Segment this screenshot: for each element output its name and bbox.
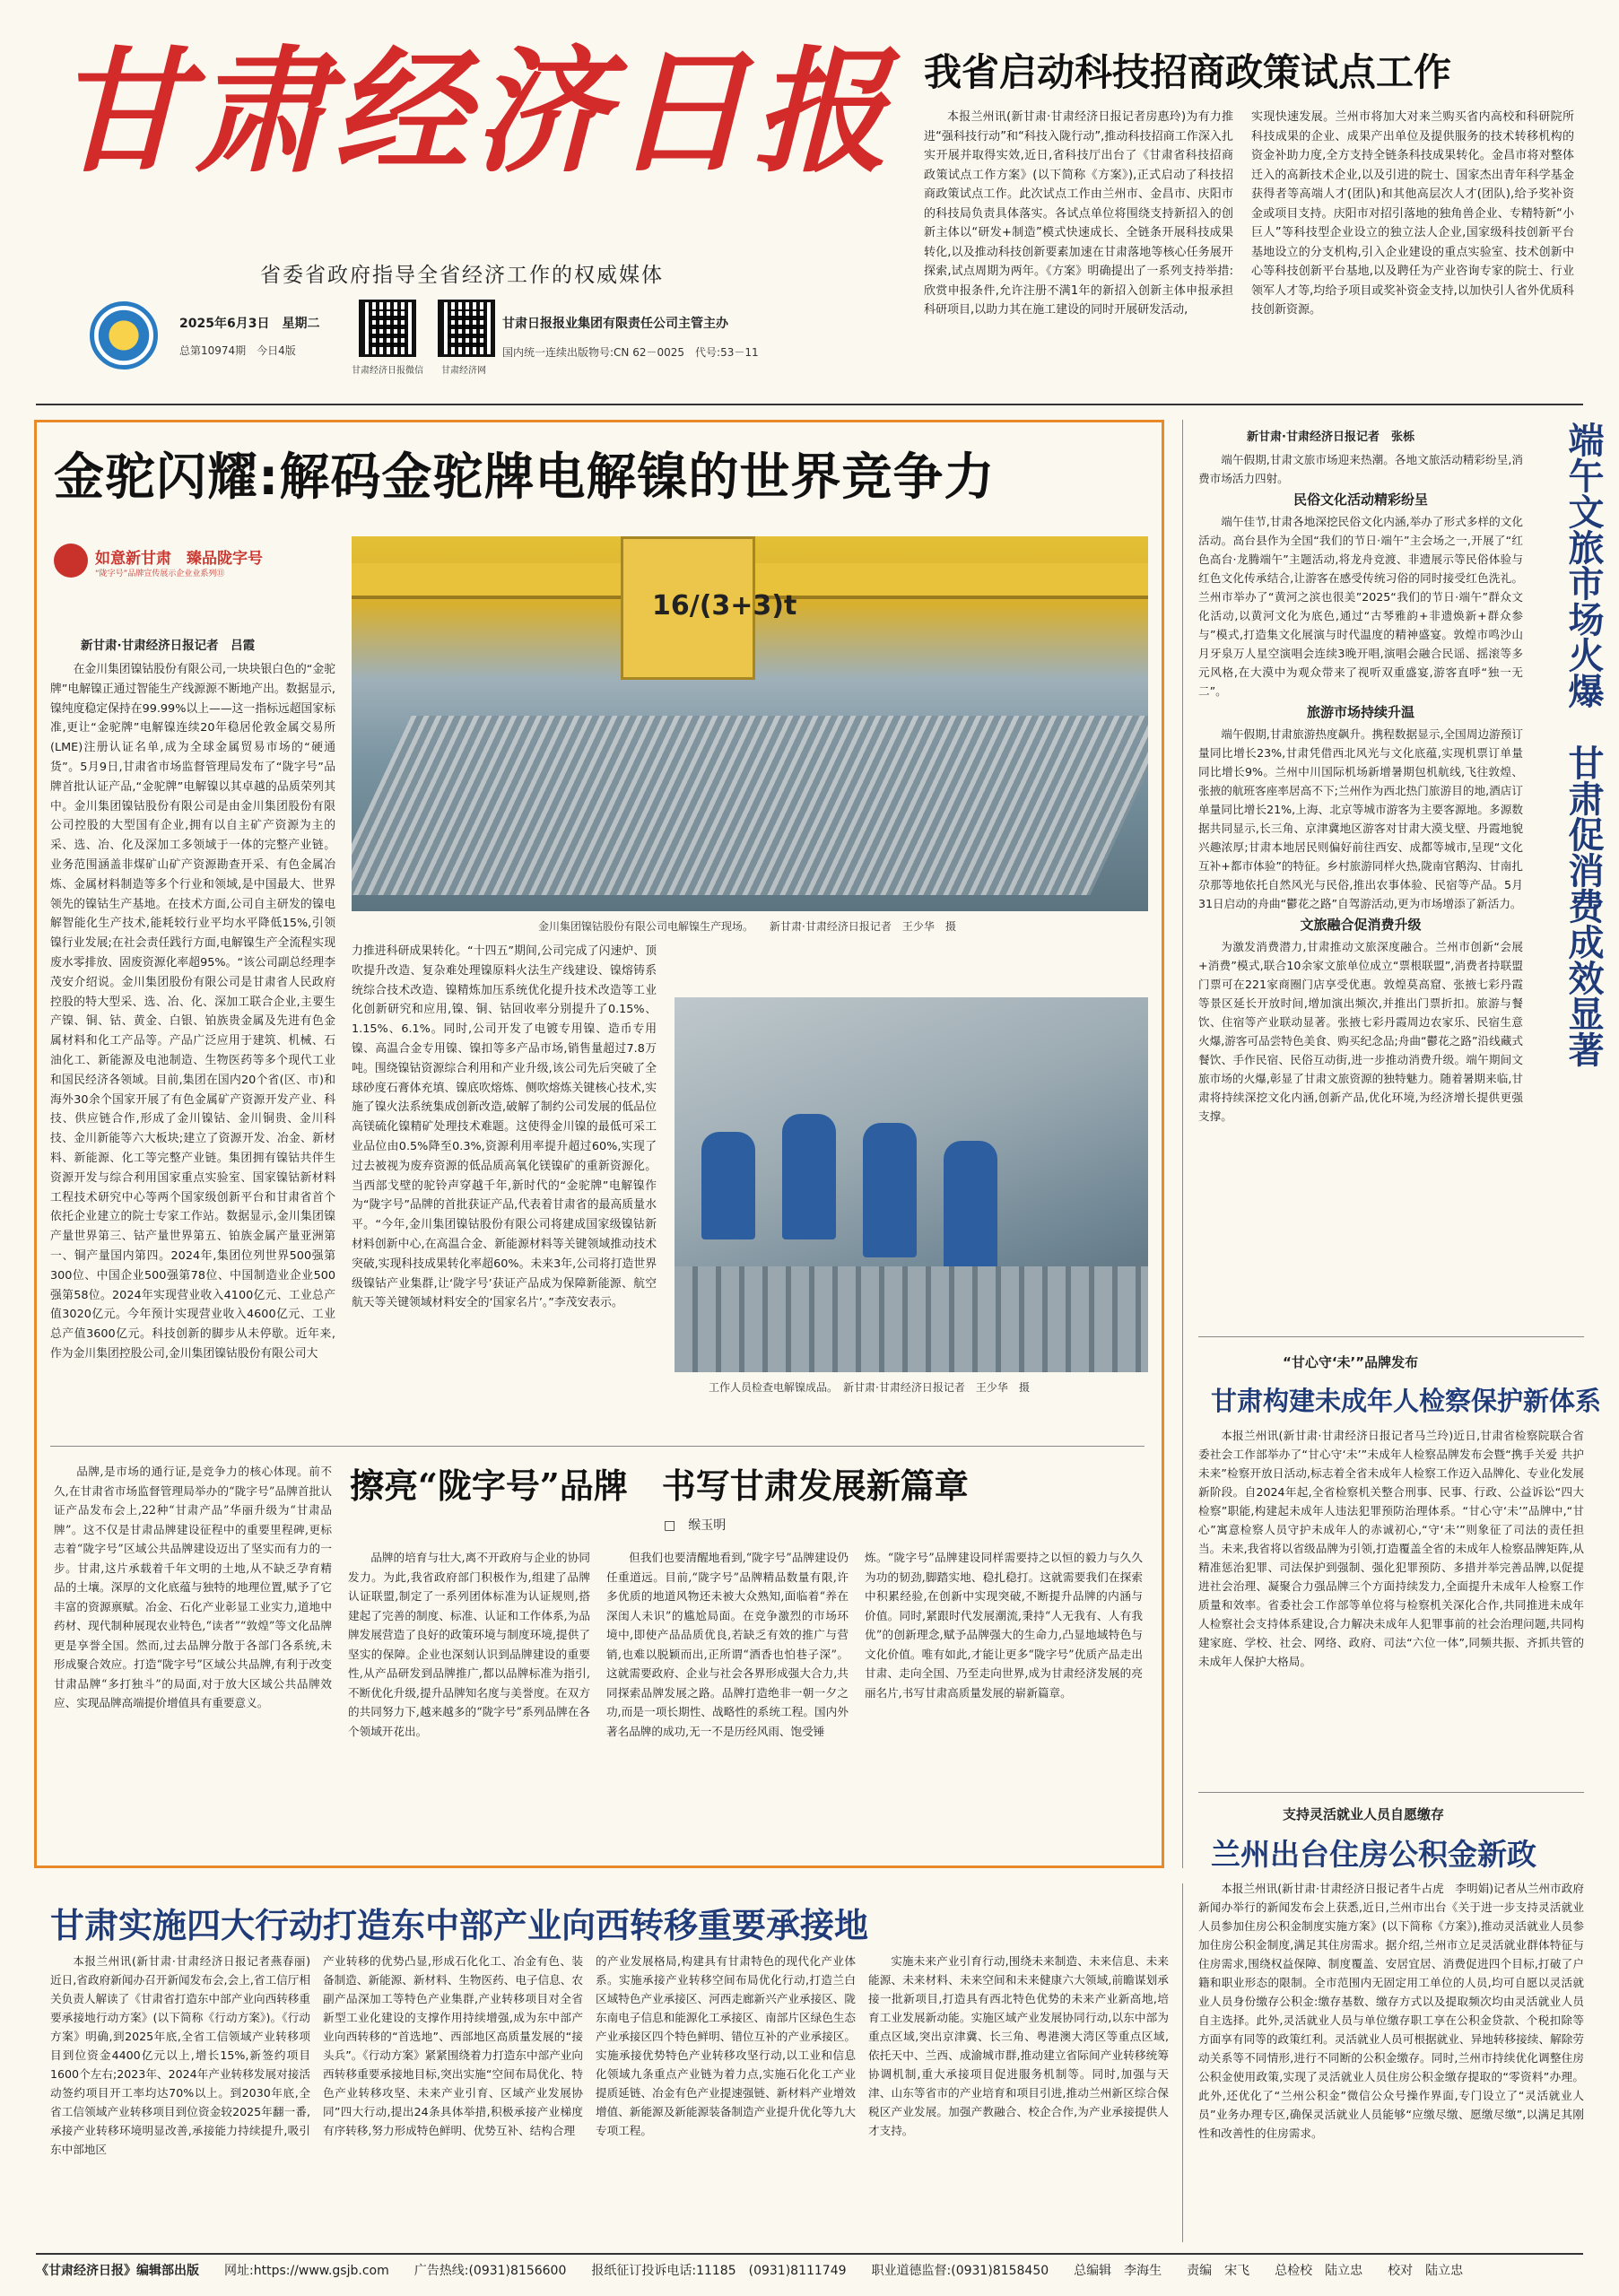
brand-tag-title: 如意新甘肃 臻品陇字号 <box>95 550 263 568</box>
sidebar-top-content <box>1198 450 1523 1126</box>
top-article-text-1: 本报兰州讯(新甘肃·甘肃经济日报记者房惠玲)为有力推进“强科技行动”和“科技入陇行动”,推动科技招商工作深入扎实开展并取得实效,近日,省科技厅出台了《甘肃省科技招商政策试点工作方案》(以下简称《方案》),正式启动了科技招商政策试点工作。此次试点工作由兰州市、金昌市、庆阳市的科技局负责具体落实。各试点单位将围绕支持新招入的创新主体以“研发+制造”模式快速成长、全链条开展科技成果转化,以及推动科技创新要素加速在甘肃落地等核心任务展开探索,试点周期为两年。《方案》明确提出了一系列支持举措:欣赏申报条件,允许注册不满1年的新招入创新主体申报承担科研项目,以助力其在施工建设的同时开展研发活动, <box>924 110 1233 317</box>
footer-website-link[interactable]: 网址:https://www.gsjb.com <box>224 2264 389 2278</box>
sidebar-top-intro: 端午假期,甘肃文旅市场迎来热潮。各地文旅活动精彩纷呈,消费市场活力四射。 <box>1198 453 1523 485</box>
footer-subscription-phone: 报纸征订投诉电话:11185 (0931)8111749 <box>591 2264 847 2278</box>
sidebar-top-para-2: 端午假期,甘肃旅游热度飙升。携程数据显示,全国周边游预订量同比增长23%,甘肃凭借西北风光与文化底蕴,实现机票订单量同比增长9%。兰州中川国际机场新增暑期包机航线,飞往敦煌、张掖的航班客座率居高不下;兰州作为西北热门旅游目的地,酒店订单量同比增长21%,上海、北京等城市游客为主要客源地。多源数据共同显示,长三角、京津冀地区游客对甘肃大漠戈壁、丹霞地貌兴趣浓厚;甘肃本地居民则偏好前往西安、成都等城市,呈现“文化互补+都市体验”的特征。乡村旅游同样火热,陇南官鹅沟、甘南扎尕那等地依托自然风光与民俗,推出农事体验、民宿等产品。5月31日启动的舟曲“鬱花之路”自驾游活动,更为市场增添了新活力。 <box>1198 727 1523 910</box>
footer-editor: 责编 宋飞 <box>1187 2264 1250 2278</box>
commentary-text-3: 但我们也要清醒地看到,“陇字号”品牌建设仍任重道远。目前,“陇字号”品牌精品数量有限,许多优质的地道风物还未被大众熟知,面临着“养在深闺人未识”的尴尬局面。在竞争激烈的市场环境中,即使产品品质优良,若缺乏有效的推广与营销,也难以脱颖而出,正所谓“酒香也怕巷子深”。这就需要政府、企业与社会各界形成强大合力,共同探索品牌发展之路。品牌打造绝非一朝一夕之功,而是一项长期性、战略性的系统工程。国内外著名品牌的成功,无一不是历经风雨、饱受锤 <box>606 1551 849 1738</box>
sidebar-bottom-content <box>1198 1879 1584 2247</box>
newspaper-slogan: 省委省政府指导全省经济工作的权威媒体 <box>260 264 664 287</box>
bottom-article-text-1: 本报兰州讯(新甘肃·甘肃经济日报记者燕春丽)近日,省政府新闻办召开新闻发布会,会上,省工信厅相关负责人解读了《甘肃省打造东中部产业向西转移重要承接地行动方案》(以下简称《行动方案》)。《行动方案》明确,到2025年底,全省工信领域产业转移项目到位资金4400亿元以上,增长15%,新签约项目1600个左右;2023年、2024年产业转移发展对接活动签约项目开工率均达70%以上。到2030年底,全省工信领域产业转移项目到位资金较2025年翻一番,承接产业转移环境明显改善,承接能力持续提升,吸引东中部地区 <box>50 1954 310 2156</box>
masthead <box>54 27 894 287</box>
bottom-article-col1 <box>50 1952 310 2248</box>
top-article-col1 <box>924 108 1233 368</box>
sidebar-bottom-divider <box>1198 1792 1584 1793</box>
footer-proofreader: 校对 陆立忠 <box>1388 2264 1464 2278</box>
commentary-text-1: 品牌,是市场的通行证,是竞争力的核心体现。前不久,在甘肃省市场监督管理局举办的“陇字号”品牌首批认证产品发布会上,22种“甘肃产品”华丽升级为“甘肃品牌”。这不仅是甘肃品牌建设征程中的重要里程碑,更标志着“陇字号”区域公共品牌建设迈出了坚实而有力的一步。甘肃,这片承载着千年文明的土地,从不缺乏孕育精品的土壤。深厚的文化底蕴与独特的地理位置,赋予了它丰富的资源禀赋。冶金、石化产业彰显工业实力,道地中药材、现代制种展现农业特色,“读者”“敦煌”等文化品牌更是享誉全国。然而,过去品牌分散于各部门各系统,未形成聚合效应。打造“陇字号”区域公共品牌,有利于改变甘肃品牌“多打独斗”的局面,对于放大区域公共品牌效应、实现品牌高端提价增值具有重要意义。 <box>54 1465 332 1709</box>
qr2-label: 甘肃经济网 <box>441 366 486 376</box>
cn-number: 国内统一连续出版物号:CN 62－0025 代号:53－11 <box>502 346 759 359</box>
bottom-sidebar-divider <box>1182 1883 1183 2242</box>
sidebar-mid-divider <box>1198 1336 1584 1337</box>
website-qr-code-icon[interactable] <box>438 300 495 357</box>
sidebar-top-byline: 新甘肃·甘肃经济日报记者 张栎 <box>1247 430 1414 444</box>
commentary-col2 <box>348 1548 590 1857</box>
electrolytic-nickel-workshop-photo <box>352 536 1148 911</box>
sidebar-top-para-3: 为激发消费潜力,甘肃推动文旅深度融合。兰州市创新“会展+消费”模式,联合10余家文旅单位成立“票根联盟”,消费者持联盟门票可在221家商圈门店享受优惠。敦煌莫高窟、张掖七彩丹霞等景区延长开放时间,增加演出频次,并推出门票折扣。旅游与餐饮、住宿等产业联动显著。张掖七彩丹霞周边农家乐、民宿生意火爆,游客可品尝特色美食、购买纪念品;舟曲“鬱花之路”沿线藏式餐饮、手作民宿、民俗互动街,进一步推动消费升级。端午期间文旅市场的火爆,彰显了甘肃文旅资源的独特魅力。随着暑期来临,甘肃将持续深挖文化内涵,创新产品,优化环境,为经济增长提供更强支撑。 <box>1198 940 1523 1123</box>
commentary-author: □ 缑玉明 <box>664 1518 727 1533</box>
sidebar-top-para-1: 端午佳节,甘肃各地深挖民俗文化内涵,举办了形式多样的文化活动。高台县作为全国“我们的节日·端午”主会场之一,开展了“红色高台·龙腾端午”主题活动,将龙舟竞渡、非遗展示等民俗体验与红色文化传承结合,让游客在感受传统习俗的同时接受红色洗礼。兰州市举办了“黄河之滨也很美”2025“我们的节日·端午”群众文化活动,以黄河文化为底色,通过“古琴雅韵+非遗焕新+群众参与”模式,打造集文化展演与时代温度的精神盛宴。敦煌市鸣沙山月牙泉万人星空演唱会连续3晚开唱,演唱会融合民谣、摇滚等多元风格,在大漠中为观众带来了视听双重盛宴,游客直呼“独一无二”。 <box>1198 515 1523 698</box>
qr1-label: 甘肃经济日报微信 <box>352 366 423 376</box>
sidebar-mid-text: 本报兰州讯(新甘肃·甘肃经济日报记者马兰玲)近日,甘肃省检察院联合省委社会工作部举办了“甘心守‘未’”未成年人检察品牌发布会暨“携手关爱 共护未来”检察开放日活动,标志着全省未成年人检察工作迈入品牌化、专业化发展新阶段。自2024年起,全省检察机关整合刑事、民事、行政、公益诉讼“四大检察”职能,构建起未成年人违法犯罪预防治理体系。“甘心守‘未’”品牌中,“甘心”寓意检察人员守护未成年人的赤诚初心,“守‘未’”则象征了司法的责任担当。未来,我省将以省级品牌为引领,打造覆盖全省的未成年人检察品牌矩阵,从精准惩治犯罪、司法保护到强制、强化犯罪预防、多措并举完善品牌,以促提进社会治理、凝聚合力强品牌三个方面持续发力,全面提升未成年人检察工作质量和效率。省委社会工作部等单位将与检察机关深化合作,共同推进未成年人检察社会支持体系建设,合力解决未成年人犯罪事前的社会治理问题,共同构建家庭、学校、社会、网络、政府、司法“六位一体”,同频共振、齐抓共管的未成年人保护大格局。 <box>1198 1429 1584 1668</box>
footer-proof-chief: 总检校 陆立忠 <box>1275 2264 1363 2278</box>
sidebar-vertical-headline: 端午文旅市场火爆 甘肃促消费成效显著 <box>1562 422 1604 1067</box>
top-article-col2 <box>1251 108 1574 368</box>
top-article-headline: 我省启动科技招商政策试点工作 <box>924 50 1452 94</box>
photo2-caption: 工作人员检查电解镍成品。 新甘肃·甘肃经济日报记者 王少华 摄 <box>709 1381 1030 1394</box>
sidebar-subhead-tourism: 旅游市场持续升温 <box>1306 704 1414 720</box>
sidebar-divider <box>1182 420 1183 1868</box>
bottom-article-headline: 甘肃实施四大行动打造东中部产业向西转移重要承接地 <box>50 1906 869 1945</box>
bottom-article-col4 <box>868 1952 1169 2248</box>
sidebar-bottom-headline: 兰州出台住房公积金新政 <box>1211 1837 1536 1872</box>
footer-ethics-phone: 职业道德监督:(0931)8158450 <box>871 2264 1049 2278</box>
bottom-article-col2 <box>323 1952 583 2248</box>
header-divider <box>36 404 1583 405</box>
commentary-text-4: 炼。“陇字号”品牌建设同样需要持之以恒的毅力与久久为功的韧劲,脚踏实地、稳扎稳打。这就需要我们在探索中积累经验,在创新中实现突破,不断提升品牌的内涵与价值。同时,紧跟时代发展潮流,秉持“人无我有、人有我优”的创新理念,赋予品牌强大的生命力,凸显地域特色与文化价值。唯有如此,才能让更多“陇字号”优质产品走出甘肃、走向全国、乃至走向世界,成为甘肃经济发展的亮丽名片,书写甘肃高质量发展的崭新篇章。 <box>865 1551 1143 1700</box>
commentary-text-2: 品牌的培育与壮大,离不开政府与企业的协同发力。为此,我省政府部门积极作为,组建了品牌认证联盟,制定了一系列团体标准为认证规则,搭建起了完善的制度、标准、认证和工作体系,为品牌发展营造了良好的政策环境与制度环境,提供了坚实的保障。企业也深刻认识到品牌建设的重要性,从产品研发到品牌推广,都以品牌标准为指引,不断优化升级,提升品牌知名度与美誉度。在双方的共同努力下,越来越多的“陇字号”系列品牌在各个领域开花出。 <box>348 1551 590 1738</box>
footer-chief-editor: 总编辑 李海生 <box>1074 2264 1162 2278</box>
wechat-qr-code-icon[interactable] <box>359 300 416 357</box>
footer-ad-hotline: 广告热线:(0931)8156600 <box>413 2264 567 2278</box>
sidebar-bottom-text: 本报兰州讯(新甘肃·甘肃经济日报记者牛占虎 李明娟)记者从兰州市政府新闻办举行的新闻发布会上获悉,近日,兰州市出台《关于进一步支持灵活就业人员参加住房公积金制度实施方案》(以下简称《方案》),推动灵活就业人员参加住房公积金制度,满足其住房需求。据介绍,兰州市立足灵活就业群体特征与住房需求,围绕权益保障、制度覆盖、安居宜居、消费促进四个目标,打破了户籍和职业形态的限制。全市范围内无固定用工单位的人员,均可自愿以灵活就业人员身份缴存公积金:缴存基数、缴存方式以及提取频次均由灵活就业人员自主选择。此外,灵活就业人员与单位缴存职工享在公积金贷款、个税扣除等方面享有同等的政策红利。灵活就业人员可根据就业、异地转移接续、解除劳动关系等不同情形,进行不同断的公积金缴存。同时,兰州市持续优化调整住房公积金使用政策,实现了灵活就业人员住房公积金缴存提取的“零资料”办理。此外,还优化了“兰州公积金”微信公众号操作界面,专门设立了“灵活就业人员”业务办理专区,确保灵活就业人员能够“应缴尽缴、愿缴尽缴”,以满足其刚性和改善性的住房需求。 <box>1198 1882 1584 2140</box>
bottom-article-text-4: 实施未来产业引育行动,围绕未来制造、未来信息、未来能源、未来材料、未来空间和未来健康六大领域,前瞻谋划承接一批新项目,打造具有西北特色优势的未来产业新高地,培育工业发展新动能。实施区域产业发展协同行动,以东中部为重点区域,突出京津冀、长三角、粤港澳大湾区等重点区域,依托天中、兰西、成渝城市群,推动建立省际间产业转移统筹协调机制,重大承接项目促进服务机制等。同时,加强与天津、山东等省市的产业培育和项目引进,推动兰州新区综合保税区产业发展。加强产教融合、校企合作,为产业承接提供人才支持。 <box>868 1954 1169 2137</box>
top-article-text-2: 实现快速发展。兰州市将加大对来兰购买省内高校和科研院所科技成果的企业、成果产出单位及提供服务的技术转移机构的资金补助力度,全方支持全链条科技成果转化。金昌市将对整体迁入的高新技术企业,以及引进的院士、国家杰出青年科学基金获得者等高端人才(团队)和其他高层次人才(团队),给予奖补资金或项目支持。庆阳市对招引落地的独角兽企业、专精特新“小巨人”等科技型企业设立的独立法人企业,国家级科技创新平台基地设立的分支机构,引入企业建设的重点实验室、技术创新中心等科技创新平台基地,以及聘任为产业咨询专家的院士、行业领军人才等,均给予项目或奖补资金支持,以加快引人省外优质科技创新资源。 <box>1251 110 1574 317</box>
commentary-col1 <box>54 1462 332 1857</box>
workers-inspecting-nickel-photo <box>675 997 1148 1372</box>
lead-story-text-2: 力推进科研成果转化。“十四五”期间,公司完成了闪速炉、顶吹提升改造、复杂难处理镍原料火法生产线建设、镍熔铸系统综合技术改造、镍精炼加压系统优化提升技术改造等工业化创新研究和应用,镍、铜、钴回收率分别提升了0.15%、1.15%、6.1%。同时,公司开发了电镀专用镍、造币专用镍、高温合金专用镍、镍扣等多产品市场,销售量超过7.8万吨。围绕镍钴资源综合利用和产业升级,该公司先后突破了全球砂度石膏体充填、镍底吹熔炼、侧吹熔炼关键核心技术,实施了镍火法系统集成创新改造,破解了制约公司发展的低品位高镁硫化镍精矿处理技术难题。这使得金川镍的最低可采工业品位由0.5%降至0.3%,资源利用率提升超过60%,实现了过去被视为废弃资源的低品质高氧化镁镍矿的重新资源化。当西部戈壁的驼铃声穿越千年,新时代的“金驼牌”电解镍作为“陇字号”品牌的首批获证产品,代表着甘肃省的最高质量水平。“今年,金川集团镍钴股份有限公司将建成国家级镍钴新材料创新中心,在高温合金、新能源材料等关键领域推动技术突破,实现科技成果转化率超60%。未来3年,公司将打造世界级镍钴产业集群,让‘陇字号’获证产品成为保障新能源、航空航天等关键领域材料安全的‘国家名片’。”李茂安表示。 <box>352 944 657 1310</box>
lead-story-headline: 金驼闪耀:解码金驼牌电解镍的世界竞争力 <box>54 448 996 507</box>
page-footer <box>36 2253 1583 2285</box>
sidebar-subhead-integration: 文旅融合促消费升级 <box>1300 917 1422 933</box>
issue-date: 2025年6月3日 星期二 <box>179 317 320 331</box>
photo1-caption: 金川集团镍钴股份有限公司电解镍生产现场。 新甘肃·甘肃经济日报记者 王少华 摄 <box>538 920 956 933</box>
brand-tag-subtitle: “陇字号”品牌宣传展示企业业系列⑪ <box>95 570 225 578</box>
commentary-divider <box>50 1446 1145 1447</box>
footer-publisher: 《甘肃经济日报》编辑部出版 <box>36 2264 199 2278</box>
crane-sign-text: 16/(3+3)t <box>652 590 797 622</box>
newspaper-title: 甘肃经济日报 <box>54 33 894 191</box>
issue-number: 总第10974期 今日4版 <box>179 344 296 357</box>
sidebar-mid-headline: 甘肃构建未成年人检察保护新体系 <box>1211 1386 1602 1416</box>
commentary-headline: 擦亮“陇字号”品牌 书写甘肃发展新篇章 <box>350 1465 969 1506</box>
issue-info-bar <box>90 296 870 386</box>
commentary-col4 <box>865 1548 1143 1857</box>
bottom-article-col3 <box>596 1952 856 2248</box>
commentary-col3 <box>606 1548 849 1857</box>
sidebar-mid-content <box>1198 1426 1584 1785</box>
sidebar-subhead-folk-culture: 民俗文化活动精彩纷呈 <box>1293 491 1428 508</box>
sidebar-mid-kicker: “甘心守‘未’”品牌发布 <box>1283 1354 1419 1370</box>
publisher-logo-icon <box>90 301 158 370</box>
sidebar-bottom-kicker: 支持灵活就业人员自愿缴存 <box>1283 1806 1445 1822</box>
lead-story-byline: 新甘肃·甘肃经济日报记者 吕霞 <box>81 639 256 653</box>
bottom-article-text-3: 的产业发展格局,构建具有甘肃特色的现代化产业体系。实施承接产业转移空间布局优化行动,打造兰白区域特色产业承接区、河西走廊新兴产业承接区、陇东南电子信息和能源化工承接区、南部片区绿色生态产业承接区四个特色鲜明、错位互补的产业承接区。实施承接优势特色产业转移攻坚行动,以工业和信息化领域九条重点产业链为着力点,实施石化化工产业提质延链、冶金有色产业提速强链、新材料产业增效增值、新能源及新能源装备制造产业提升优化等九大专项工程。 <box>596 1954 856 2137</box>
brand-seal-icon <box>54 544 88 578</box>
lead-story-text-1: 在金川集团镍钴股份有限公司,一块块银白色的“金驼牌”电解镍正通过智能生产线源源不断地产出。数据显示,镍纯度稳定保持在99.99%以上——这一指标远超国家标准,更让“金驼牌”电解镍连续20年稳居伦敦金属交易所(LME)注册认证名单,成为全球金属贸易市场的“硬通货”。5月9日,甘肃省市场监督管理局发布了“陇字号”品牌首批认证产品,“金驼牌”电解镍以其卓越的品质荣列其中。金川集团镍钴股份有限公司是由金川集团股份有限公司控股的大型国有企业,拥有以自主矿产资源为主的采、选、冶、化及深加工多领域于一体的完整产业链。业务范围涵盖非煤矿山矿产资源勘查开采、有色金属冶炼、金属材料制造等多个行业和领域,是中国最大、世界领先的镍钴生产基地。在技术方面,公司自主研发的镍电解智能化生产技术,能耗较行业平均水平降低15%,引领镍行业发展;在社会责任践行方面,电解镍生产全流程实现废水零排放、固废资源化率超95%。“该公司副总经理李茂安介绍说。金川集团股份有限公司是甘肃省人民政府控股的特大型采、选、冶、化、深加工联合企业,主要生产镍、铜、钴、黄金、白银、铂族贵金属及先进有色金属材料和化工产品等。产品广泛应用于建筑、机械、石油化工、新能源及电池制造、生物医药等多个现代工业和国民经济各领域。目前,集团在国内20个省(区、市)和海外30余个国家开展了有色金属矿产资源开发产业、科技、供应链合作,形成了金川镍钴、金川铜贵、金川科技、金川新能等六大板块;建立了资源开发、冶金、新材料、新能源、化工等完整产业链。集团拥有镍钴共伴生资源开发与综合利用国家重点实验室、国家镍钴新材料工程技术研究中心等两个国家级创新平台和甘肃省首个依托企业建立的院士专家工作站。数据显示,金川集团镍产量世界第三、钴产量世界第五、铂族金属产量亚洲第一、铜产量国内第四。2024年,集团位列世界500强第300位、中国企业500强第78位、中国制造业企业500强第58位。2024年实现营业收入4100亿元、工业总产值3020亿元。今年预计实现营业收入4600亿元、工业总产值3600亿元。科技创新的脚步从未停歇。近年来,作为金川集团控股公司,金川集团镍钴股份有限公司大 <box>50 663 335 1361</box>
bottom-article-text-2: 产业转移的优势凸显,形成石化化工、冶金有色、装备制造、新能源、新材料、生物医药、电子信息、农副产品深加工等特色产业集群,产业转移项目对全省新型工业化建设的支撑作用持续增强,成为东中部产业向西转移的“首选地”、西部地区高质量发展的“接头兵”。《行动方案》紧紧围绕着力打造东中部产业向西转移重要承接地目标,突出实施“空间布局优化、特色产业转移攻坚、未来产业引育、区域产业发展协同”四大行动,提出24条具体举措,积极承接产业梯度有序转移,努力形成特色鲜明、优势互补、结构合理 <box>323 1954 583 2137</box>
publisher-line: 甘肃日报报业集团有限责任公司主管主办 <box>502 317 728 331</box>
brand-series-tag <box>54 544 314 581</box>
